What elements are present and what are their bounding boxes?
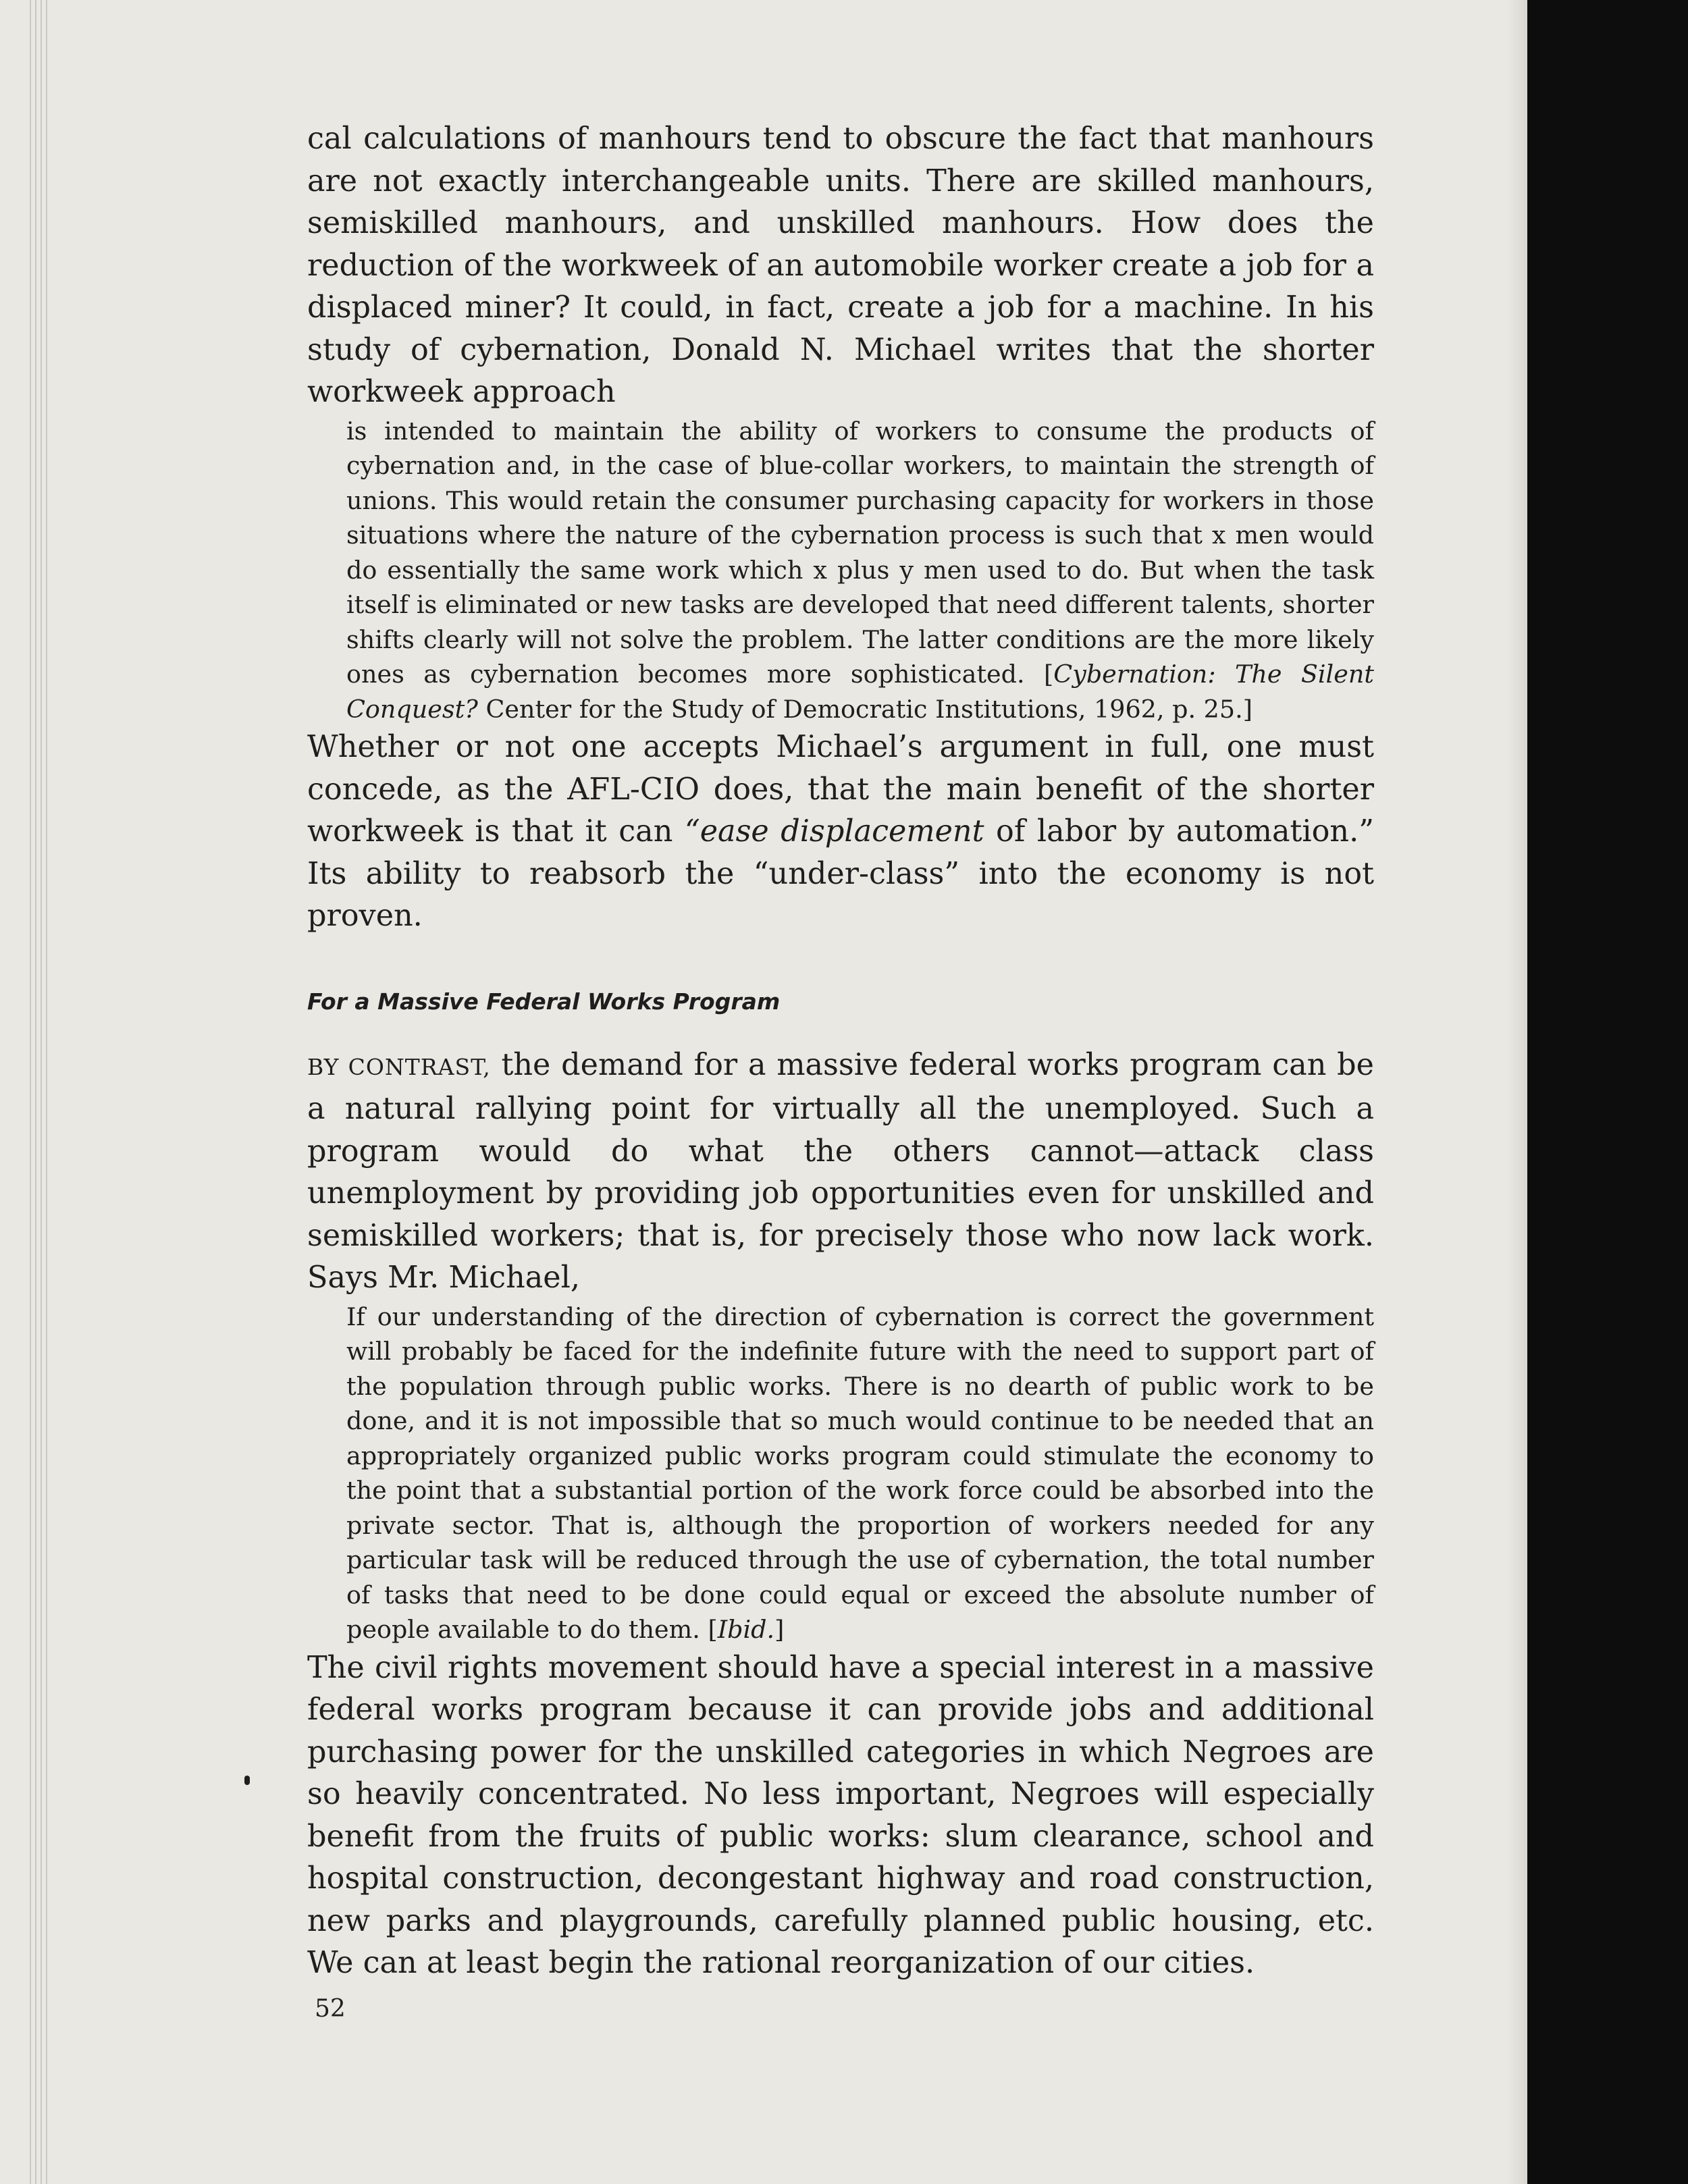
quote-close: ] <box>774 1615 785 1644</box>
paragraph-civil-rights: The civil rights movement should have a special interest in a massive federal works program because it can provide jobs and additional purchasing power for the unskilled categories in which Negroes are so heavily concentrated. No less important, Negroes will especially benefit from the fruits of public works: slum clearance, school and hospital construction, decongestant highway and road construction, new parks and playgrounds, carefully planned public housing, etc. We can at least begin the rational reorganization of our cities. <box>307 1650 1374 1980</box>
page-number: 52 <box>315 1995 346 2023</box>
section-heading: For a Massive Federal Works Program <box>307 988 781 1015</box>
ibid-citation: Ibid. <box>717 1615 775 1644</box>
body-text <box>307 118 1374 1985</box>
paragraph-manhours: cal calculations of manhours tend to obscure the fact that manhours are not exactly interchangeable units. There are skilled manhours, semiskilled manhours, and unskilled manhours. How does the reduction of the workweek of an automobile worker create a job for a displaced miner? It could, in fact, create a job for a machine. In his study of cybernation, Donald N. Michael writes that the shorter workweek approach <box>307 122 1374 409</box>
quote-source: Center for the Study of Democratic Institutions, 1962, p. 25.] <box>477 694 1252 724</box>
page-right-edge <box>1507 0 1527 2184</box>
paragraph-text: of labor by automation.” Its ability to reabsorb the “under-class” into the economy is not proven. <box>307 814 1374 933</box>
quote-text: If our understanding of the direction of cybernation is correct the government will probably be faced for the indefinite future with the need to support part of the population through public works. There is no dearth of public work to be done, and it is not impossible that so much would continue to be needed that an appropriately organized public works program could stimulate the economy to the point that a substantial portion of the work force could be absorbed into the private sector. That is, although the proportion of workers needed for any particular task will be reduced through the use of cybernation, the total number of tasks that need to be done could equal or exceed the absolute number of people available to do them. [ <box>346 1302 1374 1644</box>
paragraph-by-contrast <box>307 1044 1374 1300</box>
page-edge-line <box>41 0 42 2184</box>
emphasis-text: “ease displacement <box>684 814 984 849</box>
page-edge-line <box>35 0 36 2184</box>
page-edge-line <box>46 0 47 2184</box>
block-quote-public-works <box>307 1300 1374 1647</box>
lead-in-text: BY CONTRAST, <box>307 1053 491 1080</box>
book-title: Cybernation: The Silent Conquest? <box>346 660 1375 724</box>
quote-text: is intended to maintain the ability of workers to consume the products of cybernation and, in the case of blue-collar workers, to maintain the strength of unions. This would retain the consumer purchasing capacity for workers in those situations where the nature of the cybernation process is such that x men would do essentially the same work which x plus y men used to do. But when the task itself is eliminated or new tasks are developed that need different talents, shorter shifts clearly will not solve the problem. The latter conditions are the more likely ones as cybernation becomes more sophisticated. [ <box>346 416 1374 689</box>
paragraph-text: the demand for a massive federal works program can be a natural rallying point for virtually all the unemployed. Such a program would do what the others cannot—attack class unemployment by providing job opportunities even for unskilled and semiskilled workers; that is, for precisely those who now lack work. Says Mr. Michael, <box>307 1047 1374 1295</box>
paragraph-text: Whether or not one accepts Michael’s argument in full, one must concede, as the AFL-CIO does, that the main benefit of the shorter workweek is that it can <box>307 730 1374 849</box>
block-quote-cybernation <box>307 414 1374 727</box>
paragraph-michael-argument <box>307 726 1374 938</box>
margin-mark <box>244 1776 250 1785</box>
page-edge-line <box>30 0 31 2184</box>
